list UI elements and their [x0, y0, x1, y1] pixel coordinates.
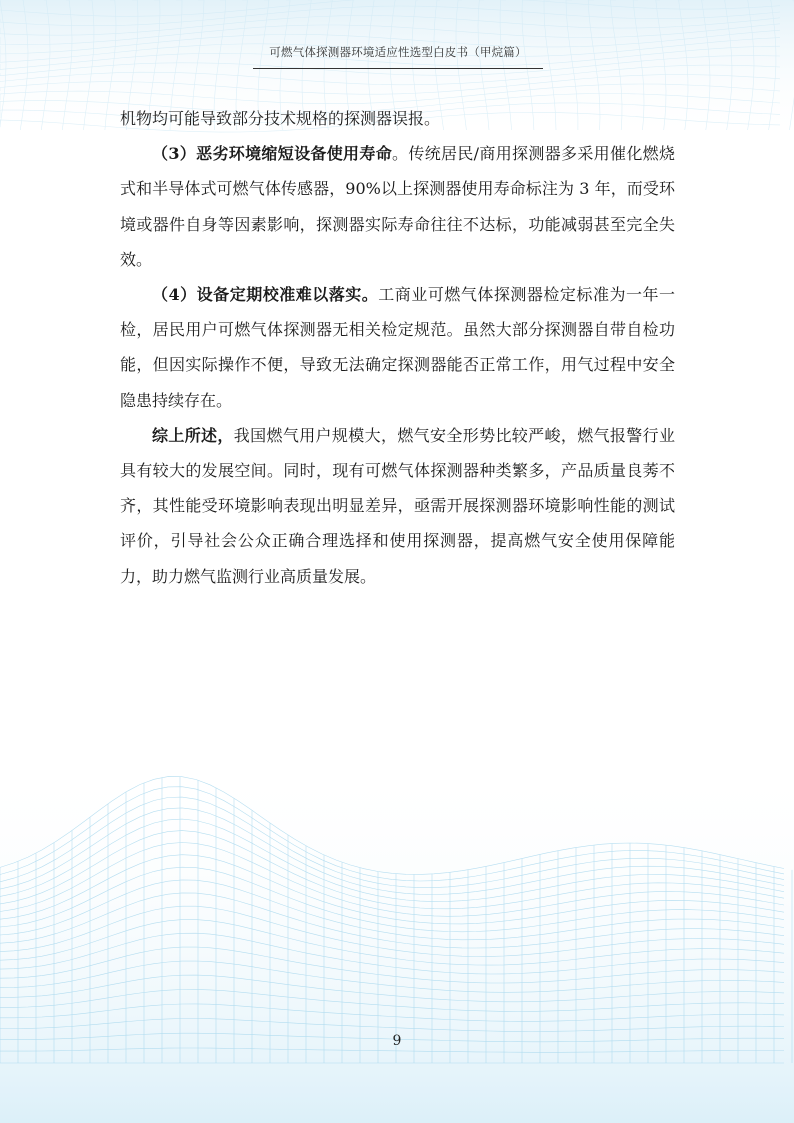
- paragraph: [120, 136, 675, 277]
- paragraph-heading: 综上所述，: [152, 425, 234, 445]
- paragraph-text: 。传统居民/商用探测器多采用催化燃烧式和半导体式可燃气体传感器，90%以上探测器使用寿命标注为 3 年，而受环境或器件自身等因素影响，探测器实际寿命往往不达标，功能减弱甚至完全失效。: [120, 144, 675, 269]
- paragraph-heading: （4）设备定期校准难以落实。: [152, 285, 379, 305]
- page-number: 9: [392, 1033, 402, 1049]
- paragraph: [120, 101, 675, 136]
- header-divider: [253, 68, 543, 69]
- paragraph-text: 机物均可能导致部分技术规格的探测器误报。: [120, 109, 441, 128]
- body-text: [120, 101, 675, 594]
- paragraph-text: 工商业可燃气体探测器检定标准为一年一检，居民用户可燃气体探测器无相关检定规范。虽然大部分探测器自带自检功能，但因实际操作不便，导致无法确定探测器能否正常工作，用气过程中安全隐患持续存在。: [120, 285, 675, 410]
- paragraph: [120, 277, 675, 418]
- running-header: 可燃气体探测器环境适应性选型白皮书（甲烷篇）: [269, 45, 527, 59]
- paragraph-text: 我国燃气用户规模大，燃气安全形势比较严峻，燃气报警行业具有较大的发展空间。同时，现有可燃气体探测器种类繁多，产品质量良莠不齐，其性能受环境影响表现出明显差异，亟需开展探测器环境影响性能的测试评价，引导社会公众正确合理选择和使用探测器，提高燃气安全使用保障能力，助力燃气监测行业高质量发展。: [120, 425, 675, 586]
- paragraph-heading: （3）恶劣环境缩短设备使用寿命: [152, 144, 393, 164]
- paragraph: [120, 418, 675, 594]
